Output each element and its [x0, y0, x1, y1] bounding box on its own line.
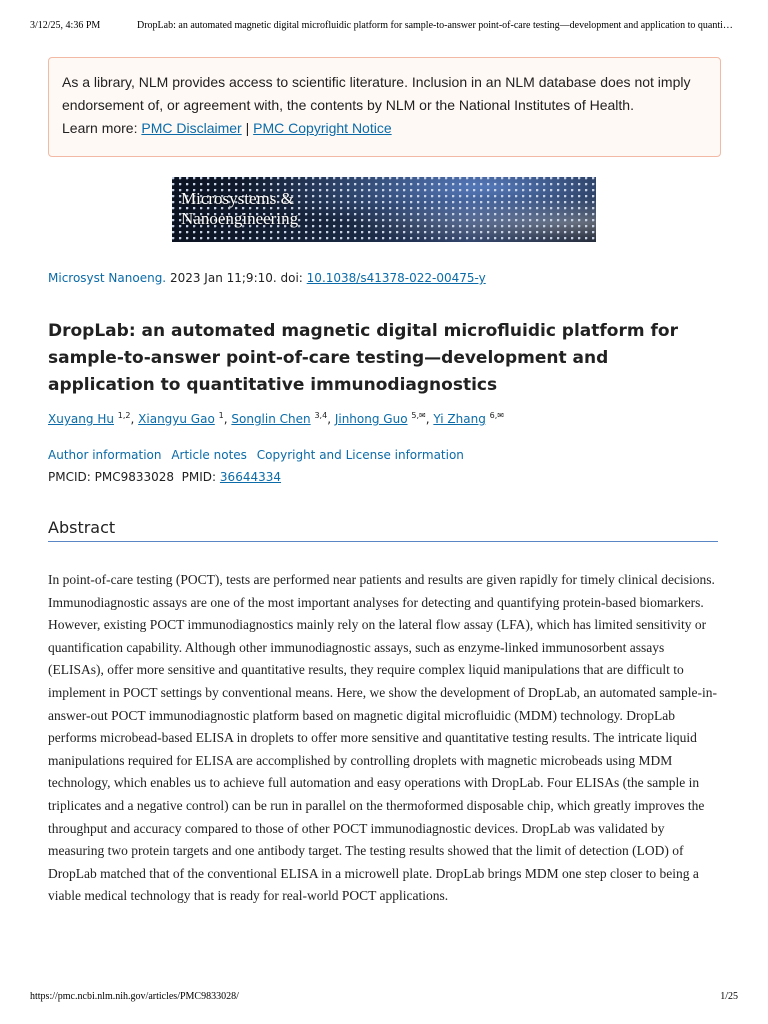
citation-line	[48, 271, 486, 285]
article-notes-toggle[interactable]: Article notes	[171, 448, 247, 462]
print-url: https://pmc.ncbi.nlm.nih.gov/articles/PMC9833028/	[30, 991, 239, 1002]
page-number: 1/25	[720, 991, 738, 1002]
author-information-toggle[interactable]: Author information	[48, 448, 162, 462]
author-link[interactable]: Songlin Chen	[231, 412, 311, 426]
author-link[interactable]: Jinhong Guo	[334, 412, 408, 426]
article-info-links	[48, 448, 470, 462]
citation-details: 2023 Jan 11;9:10. doi:	[169, 271, 303, 285]
article-title: DropLab: an automated magnetic digital microfluidic platform for sample-to-answer point-of-care testing—development and application to quantitative immunodiagnostics	[48, 321, 678, 395]
author-affiliation[interactable]: 3,4	[314, 411, 328, 420]
pmc-disclaimer-link[interactable]: PMC Disclaimer	[141, 120, 242, 136]
journal-banner[interactable]	[172, 177, 596, 242]
copyright-license-toggle[interactable]: Copyright and License information	[256, 448, 464, 462]
journal-link[interactable]: Microsyst Nanoeng.	[48, 271, 167, 285]
journal-logo-line1: Microsystems &	[181, 189, 294, 208]
author-link[interactable]: Xiangyu Gao	[138, 412, 215, 426]
print-header	[30, 20, 742, 31]
learn-more-label: Learn more:	[62, 120, 138, 136]
doi-link[interactable]: 10.1038/s41378-022-00475-y	[306, 271, 486, 285]
link-separator: |	[245, 120, 250, 136]
pmid-link[interactable]: 36644334	[219, 470, 281, 484]
journal-logo-line2: Nanoengineering	[181, 209, 299, 228]
mail-icon[interactable]: ✉	[419, 411, 426, 420]
journal-logo-text	[181, 189, 341, 229]
abstract-text: In point-of-care testing (POCT), tests are performed near patients and results are given rapidly for timely clinical decisions. Immunodiagnostic assays are one of the most important analyses for detecting and quantifying protein-based biomarkers. However, existing POCT immunodiagnostics mainly rely on the lateral flow assay (LFA), which has limited sensitivity or quantification capability. Although other immunodiagnostic assays, such as enzyme-linked immunosorbent assays (ELISAs), offer more sensitive and quantitative results, they require complex liquid manipulations that are difficult to implement in POCT settings by conventional means. Here, we show the development of DropLab, an automated sample-in-answer-out POCT immunodiagnostic platform based on magnetic digital microfluidic (MDM) technology. DropLab performs microbead-based ELISA in droplets to offer more sensitive and quantitative testing results. The intricate liquid manipulations required for ELISA are accomplished by controlling droplets with magnetic microbeads using MDM technology, which enables us to achieve full automation and easy operations with DropLab. Four ELISAs (the sample in triplicates and a negative control) can be run in parallel on the thermoformed disposable chip, which greatly improves the throughput and accuracy compared to those of other POCT immunodiagnostic devices. DropLab was validated by measuring two protein targets and one antibody target. The testing results showed that the limit of detection (LOD) of DropLab matched that of the conventional ELISA in a microwell plate. DropLab brings MDM one step closer to being a viable medical technology that is ready for real-world POCT applications.	[48, 572, 717, 904]
pmcid: PMCID: PMC9833028	[48, 470, 175, 484]
author-affiliation[interactable]: 5,✉	[411, 411, 426, 420]
pmc-copyright-notice-link[interactable]: PMC Copyright Notice	[253, 120, 392, 136]
disclaimer-learn-more	[62, 117, 707, 140]
author-link[interactable]: Yi Zhang	[433, 412, 486, 426]
author-link[interactable]: Xuyang Hu	[48, 412, 114, 426]
print-page-title: DropLab: an automated magnetic digital microfluidic platform for sample-to-answer point-of-care testing—development and application to quanti…	[137, 20, 733, 31]
pmid-label: PMID:	[181, 470, 217, 484]
author-affiliation[interactable]: 6,✉	[489, 411, 504, 420]
nlm-disclaimer-box	[48, 57, 721, 157]
author-affiliation[interactable]: 1,2	[117, 411, 131, 420]
author-list: Xuyang Hu $^{1,2}$, Xiangyu Gao $^1$, Songlin Chen $^{3,4}$, Jinhong Guo $^{5,✉}$, Yi Zhang $^{6,✉}$	[48, 411, 504, 426]
mail-icon[interactable]: ✉	[497, 411, 504, 420]
disclaimer-text: As a library, NLM provides access to scientific literature. Inclusion in an NLM database does not imply endorsement of, or agreement with, the contents by NLM or the National Institutes of Health.	[62, 74, 691, 113]
article-ids	[48, 470, 281, 484]
print-footer	[30, 991, 738, 1002]
print-datetime: 3/12/25, 4:36 PM	[30, 20, 101, 31]
abstract-heading: Abstract	[48, 518, 718, 542]
author-affiliation[interactable]: 1	[218, 411, 224, 420]
